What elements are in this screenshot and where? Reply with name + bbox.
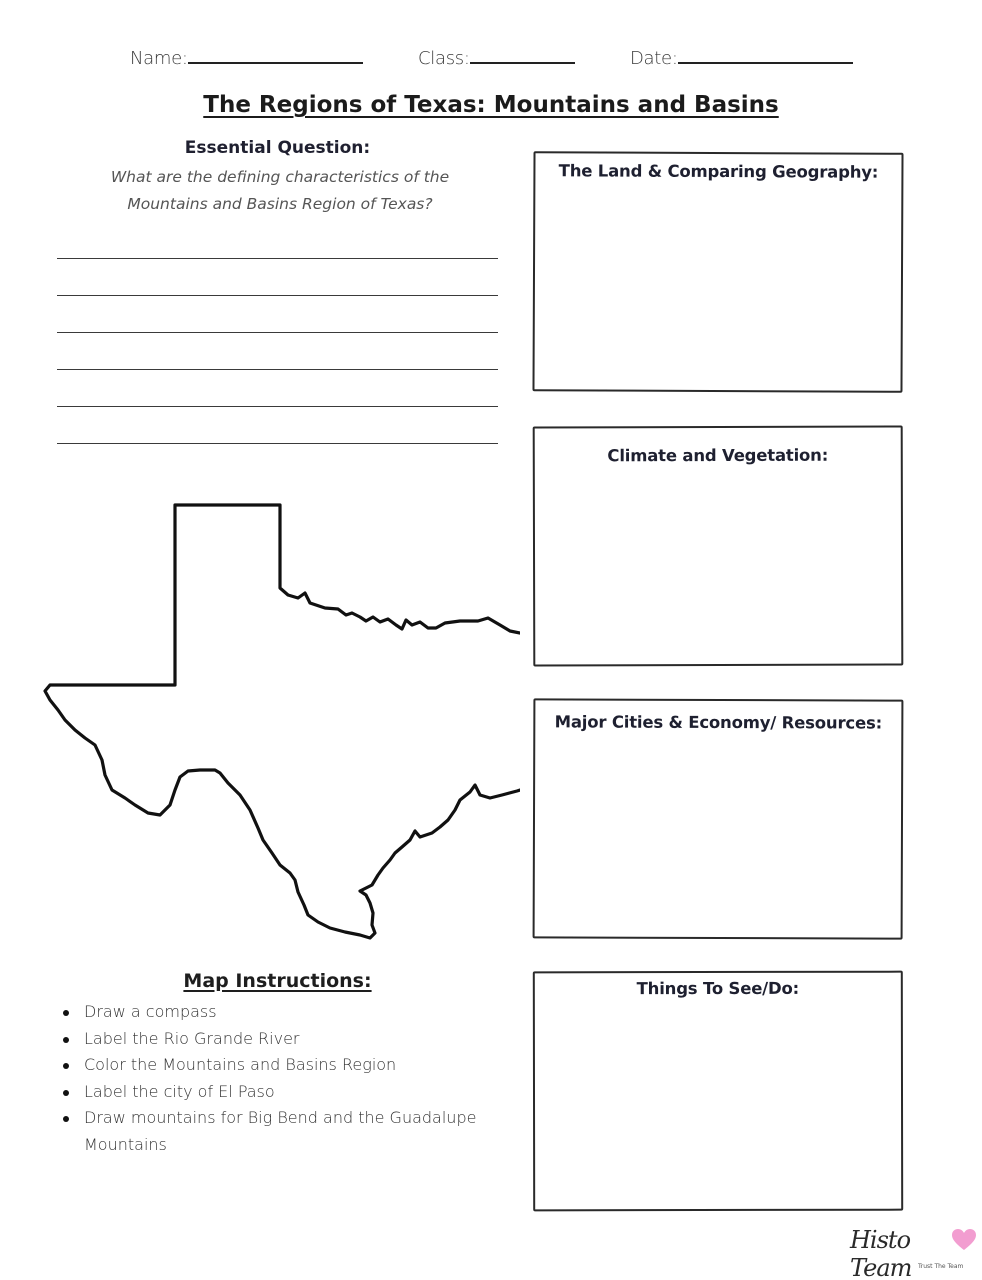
cities-economy-box[interactable] [533,698,904,939]
list-item: Color the Mountains and Basins Region [60,1052,480,1079]
class-blank[interactable] [470,50,575,64]
answer-line[interactable] [57,443,498,444]
essential-question-text: What are the defining characteristics of the Mountains and Basins Region of Texas? [110,168,450,213]
list-item: Label the city of El Paso [60,1079,480,1106]
date-field[interactable] [630,48,853,69]
land-geography-box[interactable] [532,151,903,393]
answer-line[interactable] [57,258,498,259]
logo-tagline: Trust The Team [918,1263,964,1270]
box-label: Things To See/Do: [636,978,800,999]
page-title: The Regions of Texas: Mountains and Basins [203,92,779,118]
texas-map-outline[interactable] [40,495,520,950]
heart-icon [951,1228,977,1252]
box-label: Climate and Vegetation: [607,445,829,466]
essential-question-heading: Essential Question: [184,138,371,158]
list-item: Draw mountains for Big Bend and the Guadalupe Mountains [60,1105,480,1158]
logo-script: Histo Team [850,1226,912,1280]
answer-line[interactable] [57,406,498,407]
name-label: Name: [130,48,188,69]
list-item: Label the Rio Grande River [60,1026,480,1053]
answer-line[interactable] [57,332,498,333]
map-instructions-heading: Map Instructions: [183,970,372,992]
name-field[interactable] [130,48,363,69]
class-label: Class: [418,48,470,69]
list-item: Draw a compass [60,999,480,1026]
date-label: Date: [630,48,678,69]
date-blank[interactable] [678,50,853,64]
name-blank[interactable] [188,50,363,64]
histo-team-logo [848,1222,978,1280]
class-field[interactable] [418,48,575,69]
answer-line[interactable] [57,369,498,370]
map-instructions-list [60,999,480,1158]
climate-vegetation-box[interactable] [533,426,904,667]
box-label: The Land & Comparing Geography: [558,161,879,182]
answer-line[interactable] [57,295,498,296]
things-to-see-box[interactable] [533,971,903,1212]
box-label: Major Cities & Economy/ Resources: [554,712,883,733]
